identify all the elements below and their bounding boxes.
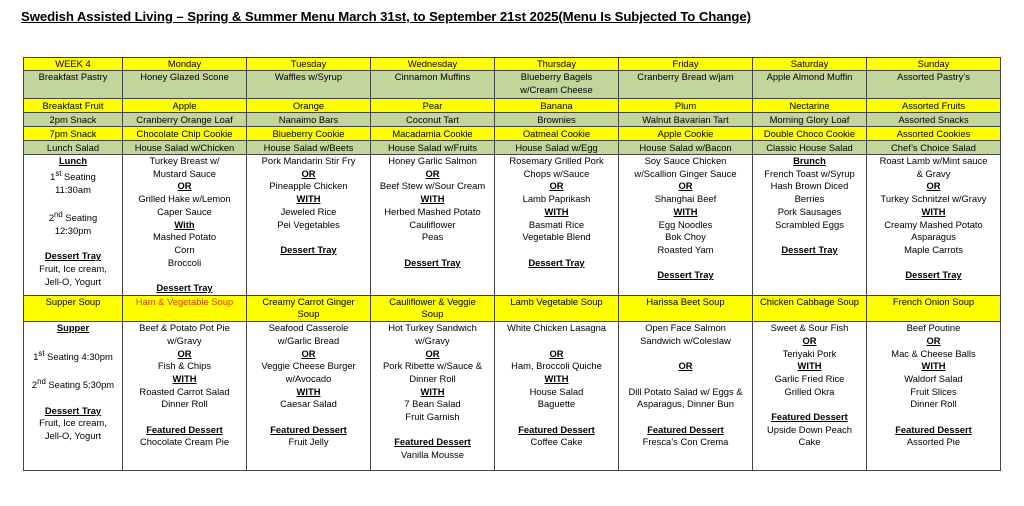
menu-cell: House Salad w/Fruits <box>371 141 495 155</box>
menu-line: Blueberry Bagels <box>520 71 593 82</box>
menu-line: Roasted Yam <box>657 243 714 255</box>
lunch-label-cell <box>24 155 123 296</box>
featured-dessert-label: Featured Dessert <box>146 423 223 435</box>
dessert-tray-label: Dessert Tray <box>404 256 461 268</box>
dessert-tray-label: Dessert Tray <box>156 282 213 294</box>
brunch-label: Brunch <box>793 155 826 166</box>
menu-line: Berries <box>794 193 825 205</box>
supper-row <box>24 322 1001 471</box>
menu-line: Beef Stew w/Sour Cream <box>379 180 486 192</box>
snack-2pm-row <box>24 113 1001 127</box>
menu-line: Roast Lamb w/Mint sauce <box>879 155 988 166</box>
menu-line: Creamy Mashed Potato <box>884 218 983 230</box>
day-sunday: Sunday <box>867 58 1001 71</box>
or-label: OR <box>678 180 693 192</box>
featured-dessert-label: Featured Dessert <box>270 423 347 435</box>
or-label: OR <box>177 180 192 192</box>
seating-number: 1 <box>33 350 39 362</box>
menu-cell: Apple Cookie <box>619 127 753 141</box>
menu-cell: Walnut Bavarian Tart <box>619 113 753 127</box>
menu-cell: Lamb Vegetable Soup <box>495 295 619 321</box>
menu-line: Mashed Potato <box>152 231 217 243</box>
supper-saturday <box>753 322 867 471</box>
dessert-tray-label: Dessert Tray <box>781 243 838 255</box>
menu-line: w/Gravy <box>415 334 450 346</box>
menu-line: Dinner Roll <box>409 372 456 384</box>
menu-line: Basmati Rice <box>528 218 585 230</box>
menu-line: Caesar Salad <box>280 398 337 410</box>
menu-line: Fresca’s Con Crema <box>642 436 729 448</box>
or-label: OR <box>926 334 941 346</box>
menu-cell: Nanaimo Bars <box>247 113 371 127</box>
menu-line: Egg Noodles <box>658 218 713 230</box>
supper-tuesday <box>247 322 371 471</box>
with-label: WITH <box>420 385 445 397</box>
week-label: WEEK 4 <box>24 58 123 71</box>
supper-thursday <box>495 322 619 471</box>
menu-line: Pei Vegetables <box>277 218 340 230</box>
menu-cell: Brownies <box>495 113 619 127</box>
with-label: WITH <box>921 360 946 372</box>
ordinal-suffix: st <box>38 348 45 358</box>
menu-line: Asparagus <box>911 231 956 243</box>
dessert-tray-label: Dessert Tray <box>905 269 962 281</box>
weekly-menu-table <box>23 57 1001 471</box>
lunch-sunday <box>867 155 1001 296</box>
menu-line: Pork Sausages <box>777 205 842 217</box>
menu-line: Hash Brown Diced <box>770 180 849 192</box>
menu-cell <box>495 71 619 99</box>
menu-cell: Apple Almond Muffin <box>753 71 867 99</box>
day-monday: Monday <box>123 58 247 71</box>
menu-line: Grilled Okra <box>784 385 835 397</box>
or-label: OR <box>177 347 192 359</box>
menu-line: Mustard Sauce <box>152 167 217 179</box>
menu-line: Sweet & Sour Fish <box>770 322 849 334</box>
menu-line: Broccoli <box>167 256 202 268</box>
menu-cell: Coconut Tart <box>371 113 495 127</box>
menu-line: Soy Sauce Chicken <box>644 155 727 166</box>
first-seating-label <box>26 168 120 184</box>
menu-line: & Gravy <box>916 167 951 179</box>
menu-line: Lamb Paprikash <box>522 193 591 205</box>
seating-text: Seating <box>61 170 96 182</box>
dessert-tray-title: Dessert Tray <box>44 404 102 416</box>
ordinal-suffix: nd <box>37 377 46 387</box>
menu-cell: Macadamia Cookie <box>371 127 495 141</box>
menu-line: Vanilla Mousse <box>401 449 464 461</box>
second-seating-label <box>26 376 120 392</box>
menu-line: Pineapple Chicken <box>269 180 348 192</box>
or-label: OR <box>301 347 316 359</box>
menu-line: Caper Sauce <box>157 205 212 217</box>
second-seating-time: 12:30pm <box>54 224 92 236</box>
menu-cell: Oatmeal Cookie <box>495 127 619 141</box>
menu-line: Dinner Roll <box>161 398 208 410</box>
supper-label-cell <box>24 322 123 471</box>
menu-line: w/Avocado <box>285 372 332 384</box>
row-label: Breakfast Pastry <box>24 71 123 99</box>
page-title: Swedish Assisted Living – Spring & Summer Menu March 31st, to September 21st 2025(Menu Is Subjected To Change) <box>21 9 751 24</box>
menu-cell: Assorted Fruits <box>867 99 1001 113</box>
dessert-tray-title: Dessert Tray <box>44 250 102 262</box>
with-label: WITH <box>172 372 197 384</box>
menu-line: Herbed Mashed Potato <box>384 205 481 217</box>
menu-line: Mac & Cheese Balls <box>891 347 976 359</box>
with-label: WITH <box>296 193 321 205</box>
menu-line: Pork Ribette w/Sauce & <box>382 360 482 372</box>
menu-line: Veggie Cheese Burger <box>261 360 356 372</box>
menu-line: Fruit Slices <box>910 385 957 397</box>
featured-dessert-label: Featured Dessert <box>518 423 595 435</box>
row-label: Supper Soup <box>24 295 123 321</box>
supper-friday <box>619 322 753 471</box>
menu-line: Vegetable Blend <box>522 231 591 243</box>
menu-cell: Cinnamon Muffins <box>371 71 495 99</box>
menu-cell: French Onion Soup <box>867 295 1001 321</box>
menu-line: Chocolate Cream Pie <box>139 436 230 448</box>
row-label: 2pm Snack <box>24 113 123 127</box>
or-label: OR <box>802 334 817 346</box>
menu-line: Jeweled Rice <box>280 205 337 217</box>
menu-cell <box>371 295 495 321</box>
menu-cell: Honey Glazed Scone <box>123 71 247 99</box>
menu-cell: Waffles w/Syrup <box>247 71 371 99</box>
menu-line: 7 Bean Salad <box>404 398 461 410</box>
with-label: WITH <box>296 385 321 397</box>
menu-line: Turkey Schnitzel w/Gravy <box>880 193 987 205</box>
featured-dessert-label: Featured Dessert <box>647 423 724 435</box>
menu-line: Dill Potato Salad w/ Eggs & <box>628 385 743 397</box>
menu-cell: Ham & Vegetable Soup <box>123 295 247 321</box>
seating-number: 2 <box>31 379 38 391</box>
lunch-wednesday <box>371 155 495 296</box>
menu-line: w/Scallion Ginger Sauce <box>634 167 737 179</box>
header-row <box>24 58 1001 71</box>
menu-line: Grilled Hake w/Lemon <box>138 193 231 205</box>
menu-line: Maple Carrots <box>904 243 963 255</box>
lunch-title: Lunch <box>58 155 88 166</box>
ordinal-suffix: nd <box>54 209 63 219</box>
menu-line: Open Face Salmon <box>645 322 726 334</box>
supper-wednesday <box>371 322 495 471</box>
menu-cell: Harissa Beet Soup <box>619 295 753 321</box>
menu-line: Dinner Roll <box>910 398 957 410</box>
day-saturday: Saturday <box>753 58 867 71</box>
day-tuesday: Tuesday <box>247 58 371 71</box>
menu-cell: Pear <box>371 99 495 113</box>
menu-cell: Nectarine <box>753 99 867 113</box>
supper-sunday <box>867 322 1001 471</box>
or-label: OR <box>425 347 440 359</box>
snack-7pm-row <box>24 127 1001 141</box>
menu-cell: Assorted Pastry’s <box>867 71 1001 99</box>
menu-line: Peas <box>421 231 444 243</box>
menu-line: Shanghai Beef <box>654 193 717 205</box>
menu-line: Fish & Chips <box>157 360 212 372</box>
row-label: 7pm Snack <box>24 127 123 141</box>
menu-line: Fruit Jelly <box>288 436 329 448</box>
lunch-thursday <box>495 155 619 296</box>
menu-line: Seafood Casserole <box>268 322 349 334</box>
ordinal-suffix: st <box>55 168 62 178</box>
menu-cell: Plum <box>619 99 753 113</box>
menu-line: Cauliflower & Veggie <box>389 295 476 307</box>
menu-cell: Assorted Cookies <box>867 127 1001 141</box>
second-seating-label <box>26 209 120 225</box>
with-label: WITH <box>673 205 698 217</box>
dessert-tray-items: Fruit, Ice cream, <box>39 262 107 274</box>
menu-line: House Salad <box>529 385 584 397</box>
featured-dessert-label: Featured Dessert <box>771 411 848 423</box>
menu-cell: House Salad w/Egg <box>495 141 619 155</box>
with-label: WITH <box>921 205 946 217</box>
menu-cell: Orange <box>247 99 371 113</box>
with-label: WITH <box>544 372 569 384</box>
menu-line: Soup <box>297 308 320 320</box>
menu-line: w/Gravy <box>167 334 202 346</box>
menu-line: Honey Garlic Salmon <box>388 155 477 166</box>
or-label: OR <box>549 180 564 192</box>
menu-line: Fruit Garnish <box>405 411 460 423</box>
menu-line: Sandwich w/Coleslaw <box>640 334 731 346</box>
menu-cell: Chicken Cabbage Soup <box>753 295 867 321</box>
menu-line: White Chicken Lasagna <box>506 322 606 334</box>
row-label: Lunch Salad <box>24 141 123 155</box>
supper-title: Supper <box>56 322 90 334</box>
menu-cell: Apple <box>123 99 247 113</box>
seating-text: Seating 4:30pm <box>44 350 113 362</box>
menu-cell: Blueberry Cookie <box>247 127 371 141</box>
menu-line: Turkey Breast w/ <box>149 155 220 166</box>
breakfast-pastry-row <box>24 71 1001 99</box>
or-label: OR <box>549 347 564 359</box>
first-seating-time: 11:30am <box>55 183 91 195</box>
lunch-monday <box>123 155 247 296</box>
menu-cell: Assorted Snacks <box>867 113 1001 127</box>
dessert-tray-items: Jell-O, Yogurt <box>44 429 102 441</box>
menu-line: Asparagus, Dinner Bun <box>637 398 734 410</box>
supper-soup-row <box>24 295 1001 321</box>
seating-text: Seating 5:30pm <box>45 379 115 391</box>
menu-cell: Morning Glory Loaf <box>753 113 867 127</box>
menu-line: w/Cream Cheese <box>520 83 593 95</box>
with-label: WITH <box>420 193 445 205</box>
menu-line: Soup <box>421 308 444 320</box>
menu-line: Coffee Cake <box>530 436 583 448</box>
with-label: WITH <box>544 205 569 217</box>
menu-cell: Chef’s Choice Salad <box>867 141 1001 155</box>
dessert-tray-label: Dessert Tray <box>280 243 337 255</box>
menu-cell: House Salad w/Chicken <box>123 141 247 155</box>
menu-line: Roasted Carrot Salad <box>139 385 230 397</box>
or-label: OR <box>678 360 693 372</box>
menu-cell <box>247 295 371 321</box>
supper-monday <box>123 322 247 471</box>
seating-text: Seating <box>62 212 98 224</box>
menu-cell: House Salad w/Bacon <box>619 141 753 155</box>
day-wednesday: Wednesday <box>371 58 495 71</box>
breakfast-fruit-row <box>24 99 1001 113</box>
menu-line: Assorted Pie <box>906 436 961 448</box>
menu-line: Rosemary Grilled Pork <box>509 155 604 166</box>
menu-cell: Classic House Salad <box>753 141 867 155</box>
lunch-tuesday <box>247 155 371 296</box>
featured-dessert-label: Featured Dessert <box>394 436 471 448</box>
menu-line: Teriyaki Pork <box>782 347 837 359</box>
menu-cell: Cranberry Bread w/jam <box>619 71 753 99</box>
menu-line: Baguette <box>537 398 576 410</box>
menu-line: Ham, Broccoli Quiche <box>511 360 602 372</box>
menu-line: Hot Turkey Sandwich <box>388 322 477 334</box>
day-friday: Friday <box>619 58 753 71</box>
or-label: OR <box>425 167 440 179</box>
menu-line: Chops w/Sauce <box>523 167 590 179</box>
row-label: Breakfast Fruit <box>24 99 123 113</box>
menu-cell: Banana <box>495 99 619 113</box>
menu-cell: Chocolate Chip Cookie <box>123 127 247 141</box>
menu-line: Creamy Carrot Ginger <box>262 295 355 307</box>
lunch-friday <box>619 155 753 296</box>
menu-cell: Cranberry Orange Loaf <box>123 113 247 127</box>
menu-cell: Double Choco Cookie <box>753 127 867 141</box>
menu-line: w/Garlic Bread <box>277 334 340 346</box>
featured-dessert-label: Featured Dessert <box>895 423 972 435</box>
with-label: WITH <box>797 360 822 372</box>
lunch-row <box>24 155 1001 296</box>
menu-line: Beef & Potato Pot Pie <box>139 322 230 334</box>
lunch-salad-row <box>24 141 1001 155</box>
dessert-tray-label: Dessert Tray <box>528 256 585 268</box>
or-label: OR <box>926 180 941 192</box>
menu-line: Bok Choy <box>665 231 706 243</box>
menu-line: Waldorf Salad <box>904 372 963 384</box>
menu-line: Garlic Fried Rice <box>774 372 845 384</box>
lunch-saturday <box>753 155 867 296</box>
menu-cell: House Salad w/Beets <box>247 141 371 155</box>
day-thursday: Thursday <box>495 58 619 71</box>
seating-number: 2 <box>48 212 55 224</box>
menu-line: Cake <box>798 436 821 448</box>
menu-line: Scrambled Eggs <box>775 218 844 230</box>
menu-line: Cauliflower <box>409 218 456 230</box>
seating-number: 1 <box>50 170 56 182</box>
menu-line: Upside Down Peach <box>767 423 852 435</box>
menu-line: Corn <box>174 243 195 255</box>
dessert-tray-items: Fruit, Ice cream, <box>39 417 107 429</box>
menu-line: Pork Mandarin Stir Fry <box>261 155 356 166</box>
dessert-tray-label: Dessert Tray <box>657 269 714 281</box>
with-label: With <box>174 218 195 230</box>
or-label: OR <box>301 167 316 179</box>
first-seating-label <box>26 348 120 364</box>
menu-line: Beef Poutine <box>906 322 961 334</box>
menu-line: French Toast w/Syrup <box>764 167 855 179</box>
dessert-tray-items: Jell-O, Yogurt <box>44 275 102 287</box>
